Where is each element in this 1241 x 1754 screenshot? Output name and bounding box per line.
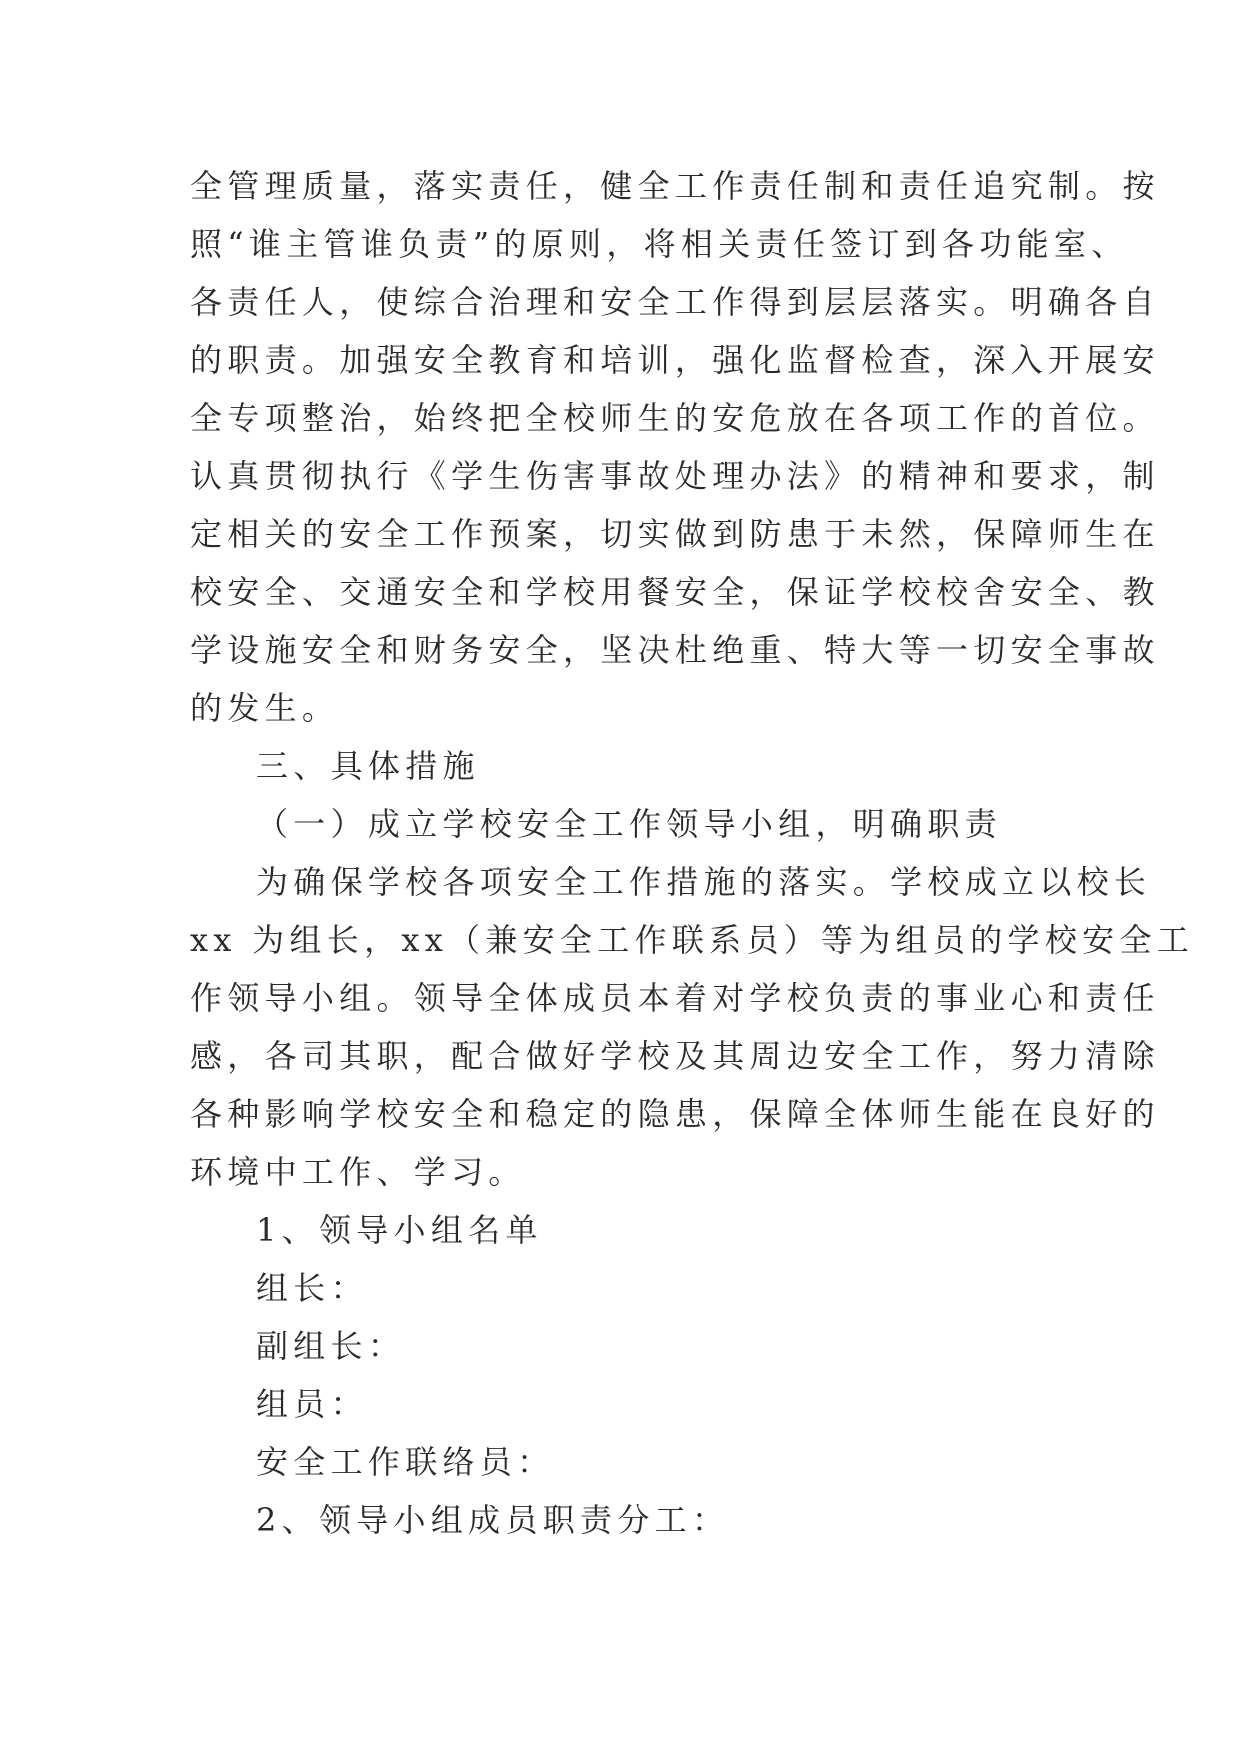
body-text-line: 学设施安全和财务安全，坚决杜绝重、特大等一切安全事故 (190, 631, 1160, 669)
list-heading: 2、领导小组成员职责分工： (256, 1501, 730, 1539)
body-text-line: 环境中工作、学习。 (190, 1153, 526, 1191)
body-text-line: 的职责。加强安全教育和培训，强化监督检查，深入开展安 (190, 341, 1160, 379)
list-item: 副组长： (256, 1327, 406, 1365)
body-text-line: 照“谁主管谁负责”的原则，将相关责任签订到各功能室、 (190, 225, 1129, 263)
body-text-line: 各种影响学校安全和稳定的隐患，保障全体师生能在良好的 (190, 1095, 1160, 1133)
list-item: 组长： (256, 1269, 368, 1307)
body-text-line: 全管理质量，落实责任，健全工作责任制和责任追究制。按 (190, 167, 1160, 205)
list-item: 组员： (256, 1385, 368, 1423)
body-text-line: 为确保学校各项安全工作措施的落实。学校成立以校长 (256, 863, 1152, 901)
body-text-line: xx 为组长，xx（兼安全工作联系员）等为组员的学校安全工 (190, 921, 1195, 959)
section-heading: 三、具体措施 (256, 747, 480, 785)
body-text-line: 作领导小组。领导全体成员本着对学校负责的事业心和责任 (190, 979, 1160, 1017)
list-item: 安全工作联络员： (256, 1443, 555, 1481)
body-text-line: 全专项整治，始终把全校师生的安危放在各项工作的首位。 (190, 399, 1160, 437)
body-text-line: 定相关的安全工作预案，切实做到防患于未然，保障师生在 (190, 515, 1160, 553)
list-heading: 1、领导小组名单 (256, 1211, 543, 1249)
body-text-line: 各责任人，使综合治理和安全工作得到层层落实。明确各自 (190, 283, 1160, 321)
body-text-line: 认真贯彻执行《学生伤害事故处理办法》的精神和要求，制 (190, 457, 1160, 495)
body-text-line: 感，各司其职，配合做好学校及其周边安全工作，努力清除 (190, 1037, 1160, 1075)
body-text-line: 的发生。 (190, 689, 340, 727)
subsection-heading: （一）成立学校安全工作领导小组，明确职责 (256, 805, 1003, 843)
body-text-line: 校安全、交通安全和学校用餐安全，保证学校校舍安全、教 (190, 573, 1160, 611)
